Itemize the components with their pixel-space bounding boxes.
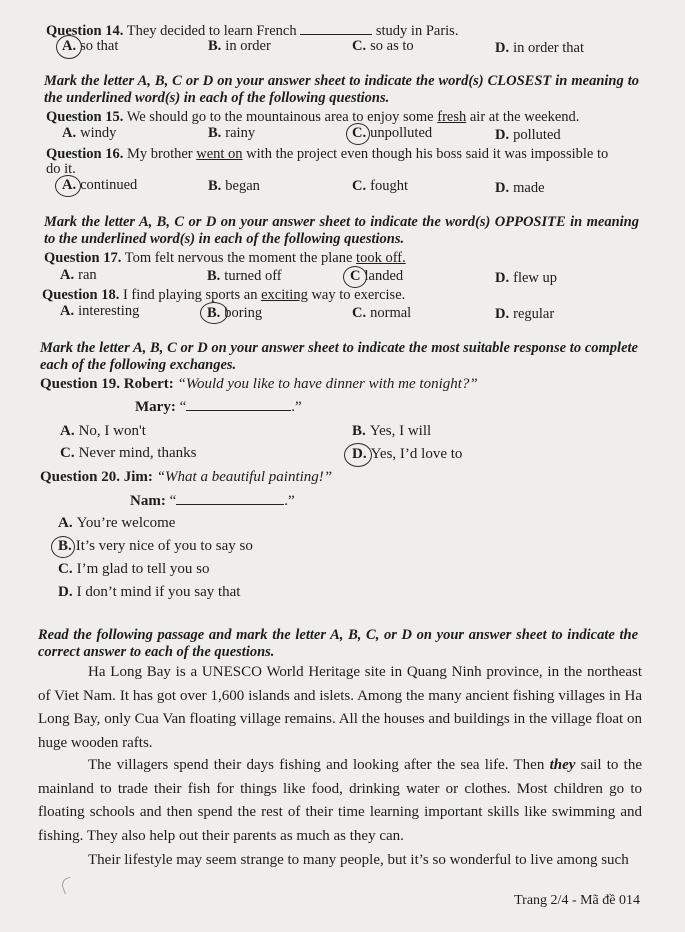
instruction-reading: Read the following passage and mark the letter A, B, C, or D on your answer sheet to indicate the correct answer to each of the questions. xyxy=(38,627,638,660)
q17-option-c[interactable]: C landed xyxy=(350,268,404,284)
q19-response-line: Mary: “ .” xyxy=(135,399,302,415)
q19-option-b[interactable]: B. Yes, I will xyxy=(352,423,432,439)
q20-option-c[interactable]: C. I’m glad to tell you so xyxy=(58,561,210,577)
q18-stem: Question 18. I find playing sports an exciting way to exercise. xyxy=(42,287,406,303)
q19-option-c[interactable]: C. Never mind, thanks xyxy=(60,445,197,461)
q14-option-d[interactable]: D. in order that xyxy=(495,40,584,56)
q15-answer-circle xyxy=(346,123,370,145)
instruction-opposite: Mark the letter A, B, C or D on your answer sheet to indicate the word(s) OPPOSITE in meaning to the underlined word(s) in each of the following questions. xyxy=(44,214,639,247)
q19-stem: Question 19. Robert: “Would you like to have dinner with me tonight?” xyxy=(40,376,478,392)
q16-stem-continued: do it. xyxy=(46,161,76,177)
q20-answer-circle xyxy=(51,536,75,558)
q20-blank xyxy=(176,492,284,505)
q17-option-d[interactable]: D. flew up xyxy=(495,270,557,286)
q20-stem: Question 20. Jim: “What a beautiful painting!” xyxy=(40,469,333,485)
passage-paragraph-2: The villagers spend their days fishing and looking after the sea life. Then they sail to the mainland to trade their fish for things like food, drinking water or clothes. Most children go to floating schools and then spend the rest of their time learning important skills like swimming and fishing. They also help out their parents as much as they can. xyxy=(38,757,642,844)
passage-paragraph-1: Ha Long Bay is a UNESCO World Heritage site in Quang Ninh province, in the northeast of Viet Nam. It has got over 1,600 islands and islets. Among the many ancient fishing villages in Ha Long Bay, only Cua Van floating village remains. All the houses and buildings in the village float on huge wooden rafts. xyxy=(38,664,642,751)
q16-option-b[interactable]: B. began xyxy=(208,178,260,194)
passage-paragraph-3: Their lifestyle may seem strange to many people, but it’s so wonderful to live among such xyxy=(88,852,629,868)
q20-response-line: Nam: “ .” xyxy=(130,493,295,509)
q15-option-a[interactable]: A. windy xyxy=(62,125,117,141)
q18-option-d[interactable]: D. regular xyxy=(495,306,555,322)
q19-answer-circle xyxy=(344,443,372,467)
q20-option-d[interactable]: D. I don’t mind if you say that xyxy=(58,584,241,600)
q19-option-d[interactable]: D. Yes, I’d love to xyxy=(352,446,463,462)
q15-stem: Question 15. We should go to the mountainous area to enjoy some fresh air at the weekend. xyxy=(46,109,580,125)
q14-stem: Question 14. They decided to learn French study in Paris. xyxy=(46,23,459,39)
q20-option-b[interactable]: B. It’s very nice of you to say so xyxy=(58,538,253,554)
q19-option-a[interactable]: A. No, I won't xyxy=(60,423,146,439)
page-footer: Trang 2/4 - Mã đề 014 xyxy=(514,893,640,908)
q20-option-a[interactable]: A. You’re welcome xyxy=(58,515,176,531)
q18-answer-circle xyxy=(200,302,228,324)
q15-option-d[interactable]: D. polluted xyxy=(495,127,561,143)
pencil-mark xyxy=(60,877,75,895)
instruction-exchanges: Mark the letter A, B, C or D on your answer sheet to indicate the most suitable response to complete each of the following exchanges. xyxy=(40,340,638,373)
q16-option-c[interactable]: C. fought xyxy=(352,178,408,194)
q14-option-b[interactable]: B. in order xyxy=(208,38,271,54)
q14-answer-circle xyxy=(56,35,82,59)
q17-option-b[interactable]: B. turned off xyxy=(207,268,282,284)
q17-stem: Question 17. Tom felt nervous the moment the plane took off. xyxy=(44,250,406,266)
q17-option-a[interactable]: A. ran xyxy=(60,267,97,283)
q16-option-d[interactable]: D. made xyxy=(495,180,545,196)
q15-option-b[interactable]: B. rainy xyxy=(208,125,256,141)
q17-answer-circle xyxy=(343,266,367,288)
q16-stem: Question 16. My brother went on with the project even though his boss said it was impossible to xyxy=(46,146,609,162)
q18-option-b[interactable]: B. boring xyxy=(207,305,263,321)
instruction-closest: Mark the letter A, B, C or D on your answer sheet to indicate the word(s) CLOSEST in meaning to the underlined word(s) in each of the following questions. xyxy=(44,73,639,106)
q19-blank xyxy=(186,398,291,411)
q14-option-c[interactable]: C. so as to xyxy=(352,38,414,54)
q18-option-c[interactable]: C. normal xyxy=(352,305,412,321)
q14-option-a[interactable]: A. so that xyxy=(62,38,119,54)
q15-option-c[interactable]: C. unpolluted xyxy=(352,125,433,141)
q14-blank xyxy=(300,22,372,35)
q16-option-a[interactable]: A. continued xyxy=(62,177,138,193)
q16-answer-circle xyxy=(55,175,81,197)
q18-option-a[interactable]: A. interesting xyxy=(60,303,140,319)
